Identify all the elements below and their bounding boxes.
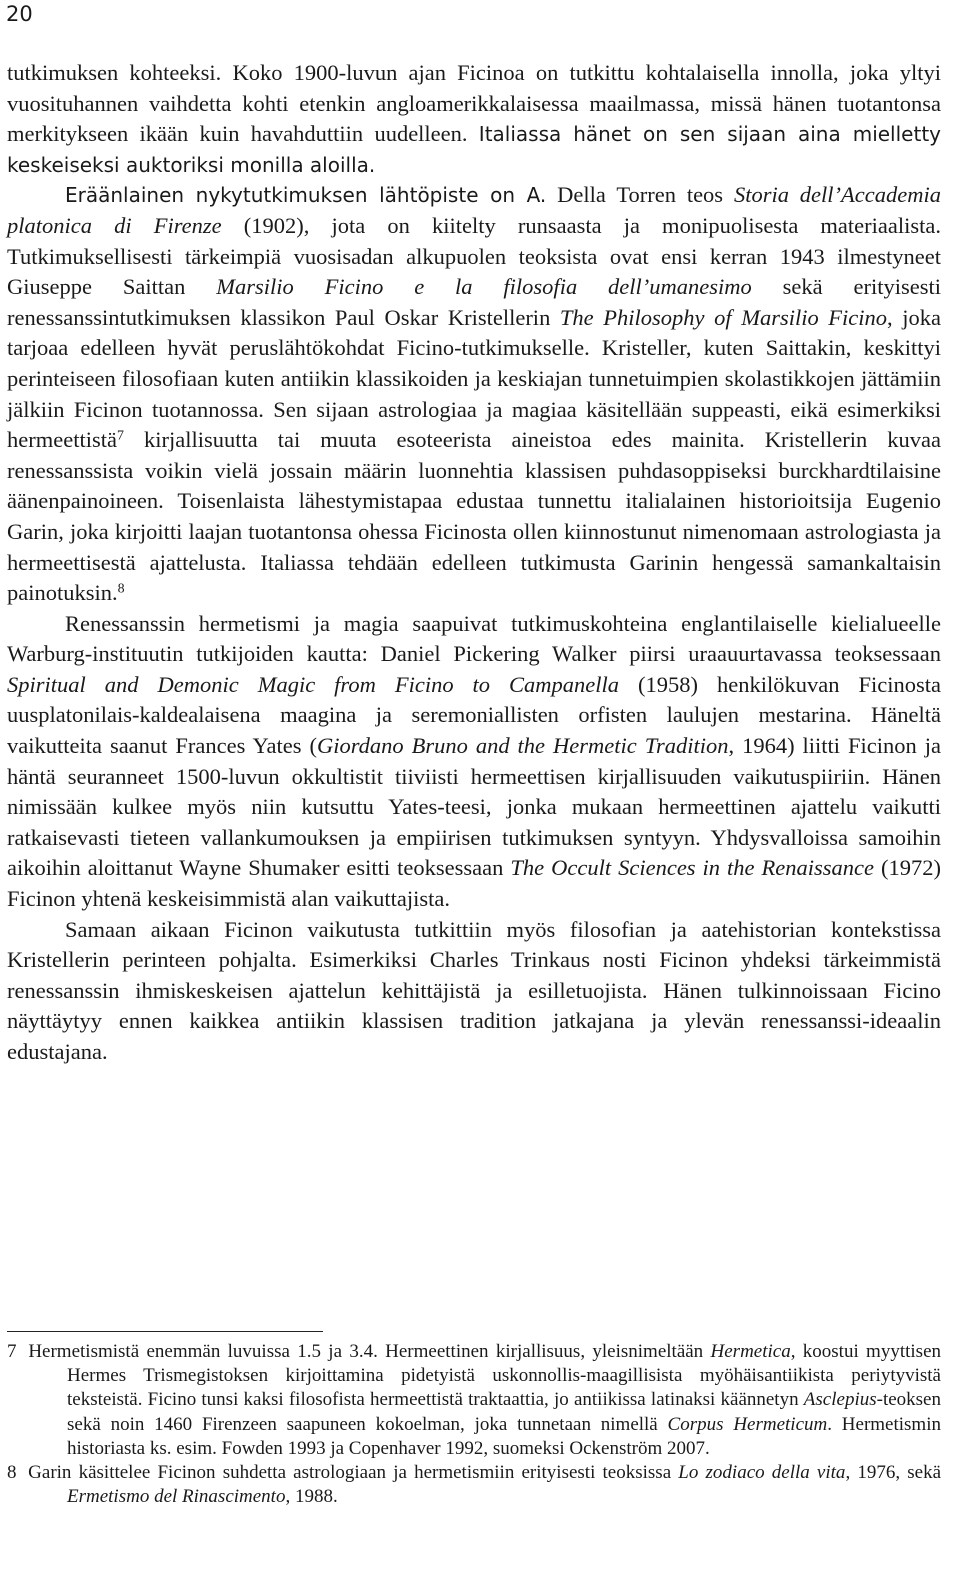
paragraph-2-text-b: Della Torren teos <box>557 182 734 208</box>
title-giordano-bruno: Giordano Bruno and the Hermetic Tradition <box>316 733 729 759</box>
paragraph-3-text-c: , 1964) liitti Ficinon ja häntä seuranneet 1500-luvun okkultistit tiiviisti hermeettisen kirjallisuuden vaikutuspiiriin. Hänen nimissään kulkee myös niin kutsuttu Yates-teesi, jonka mukaan hermeettinen ajattelu vaikutti ratkaisevasti tieteen vallankumouksen ja empiirisen tutkimuksen syntyyn. Yhdysvalloissa samoihin aikoihin aloittanut Wayne Shumaker esitti teoksessaan <box>7 733 941 881</box>
footnote-7-text-a: Hermetismistä enemmän luvuissa 1.5 ja 3.4. Hermeettinen kirjallisuus, yleisnimeltään <box>28 1341 711 1362</box>
title-lo-zodiaco-della-vita: Lo zodiaco della vita <box>678 1462 846 1484</box>
footnote-8 <box>7 1461 941 1509</box>
paragraph-1 <box>7 58 941 180</box>
paragraph-2-text-a: Eräänlainen nykytutkimuksen lähtöpiste on A. <box>65 183 547 208</box>
footnote-8-text-c: , 1988. <box>285 1486 338 1508</box>
paragraph-2-text-d: Tutkimuksellisesti tärkeimpiä vuosisadan alkupuolen teoksista ovat ensi kerran 1943 ilmestyneet Giuseppe Saittan <box>7 243 941 300</box>
page-number: 20 <box>6 2 33 26</box>
title-ermetismo-del-rinascimento: Ermetismo del Rinascimento <box>67 1486 286 1508</box>
paragraph-3-text-a: Renessanssin hermetismi ja magia saapuivat tutkimuskohteina englantilaiselle kielialueelle Warburg-instituutin tutkijoiden kautta: Daniel Pickering Walker piirsi uraauurtavassa teoksessaan <box>7 610 941 667</box>
footnote-ref-8[interactable]: 8 <box>117 581 125 597</box>
footnotes <box>7 1340 941 1509</box>
paragraph-3-text-b: (1958) henkilökuvan Ficinosta uusplatonilais-kaldealaisena maagina ja seremoniallisten orfisten laulujen mestarina. Häneltä vaikutteita saanut Frances Yates ( <box>7 671 941 759</box>
paragraph-2-text-f: , joka tarjoaa edelleen hyvät peruslähtökohdat Ficino-tutkimukselle. Kristeller, kuten Saittakin, keskittyi perinteiseen filosofiaan kuten antiikin klassikoiden ja keskiajan tunnetuimpien skolastikkojen jättämiin jälkiin Ficinon tuotannossa. Sen sijaan astrologiaa ja magiaa käsitellään suppeasti, eikä esimerkiksi hermeettistä <box>7 304 942 453</box>
title-occult-sciences: The Occult Sciences in the Renaissance <box>510 855 874 881</box>
term-asclepius: Asclepius <box>803 1389 877 1411</box>
term-hermetica: Hermetica <box>710 1341 791 1362</box>
title-marsilio-ficino-filosofia: Marsilio Ficino e la filosofia dell’umanesimo <box>216 274 752 300</box>
paragraph-1-text-b: Italiassa hänet on sen sijaan aina mielletty keskeiseksi auktoriksi monilla aloilla. <box>7 122 941 177</box>
title-storia-accademia: Storia dell’Accademia platonica di Firenze <box>7 182 941 238</box>
title-philosophy-of-marsilio-ficino: The Philosophy of Marsilio Ficino <box>559 304 888 330</box>
term-corpus-hermeticum: Corpus Hermeticum <box>667 1413 828 1435</box>
footnote-8-text-b: , 1976, sekä <box>845 1462 942 1484</box>
body-text <box>7 58 941 1068</box>
footnote-7-text-c: -teoksen sekä noin 1460 Firenzeen saapuneen kokoelman, joka tunnetaan nimellä <box>67 1389 941 1435</box>
paragraph-3-text-d: (1972) Ficinon yhtenä keskeisimmistä alan vaikuttajista. <box>7 855 941 912</box>
footnote-separator <box>7 1331 323 1332</box>
footnote-7 <box>7 1340 941 1461</box>
footnote-7-text-b: , koostui myyttisen Hermes Trismegistoksen kirjoittamina pidetyistä uskonnollis-maagillisista myöhäisantiikista periytyvistä teksteistä. Ficino tunsi kaksi filosofista hermeettistä traktaattia, jo antiikissa latinaksi käännetyn <box>67 1341 942 1411</box>
paragraph-2-text-g: kirjallisuutta tai muuta esoteerista aineistoa edes mainita. Kristellerin kuvaa renessanssista voikin vielä jossain määrin luonnehtia klassisen puhdasoppiseksi burckhardtilaisine äänenpainoineen. Toisenlaista lähestymistapaa edustaa tunnettu italialainen historioitsija Eugenio Garin, joka kirjoitti laajan tuotantonsa ohessa Ficinosta ollen kiinnostunut nimenomaan astrologiasta ja hermeettisestä ajattelusta. Italiassa tehdään edelleen tutkimusta Garinin hengessä samankaltaisin painotuksin. <box>7 427 941 606</box>
paragraph-2-text-c: (1902), jota on kiitelty runsaasta ja monipuolisesta materiaalista. <box>221 212 941 238</box>
paragraph-2-text-e: sekä erityisesti renessanssintutkimuksen klassikon Paul Oskar Kristellerin <box>7 274 941 330</box>
footnote-ref-7[interactable]: 7 <box>116 428 124 444</box>
paragraph-1-text-a: tutkimuksen kohteeksi. Koko 1900-luvun ajan Ficinoa on tutkittu kohtalaisella innolla, joka yltyi vuosituhannen vaihdetta kohti etenkin angloamerikkalaisessa maailmassa, missä hänen tuotantonsa merkitykseen ikään kuin havahduttiin uudelleen. <box>7 60 941 147</box>
title-spiritual-demonic-magic: Spiritual and Demonic Magic from Ficino to Campanella <box>7 671 620 697</box>
paragraph-3 <box>7 609 941 915</box>
paragraph-4: Samaan aikaan Ficinon vaikutusta tutkittiin myös filosofian ja aatehistorian kontekstissa Kristellerin perinteen pohjalta. Esimerkiksi Charles Trinkaus nosti Ficinon yhdeksi tärkeimmistä renessanssin ihmiskeskeisen ajattelun kehittäjistä ja esilletuojista. Hänen tulkinnoissaan Ficino näyttäytyy ennen kaikkea antiikin klassisen tradition jatkajana ja ylevän renessanssi-ideaalin edustajana. <box>7 916 941 1064</box>
paragraph-2 <box>7 180 941 608</box>
footnote-7-number: 7 <box>7 1341 17 1362</box>
footnote-8-number: 8 <box>7 1462 17 1484</box>
footnote-7-text-d: . Hermetismin historiasta ks. esim. Fowden 1993 ja Copenhaver 1992, suomeksi Ockenström 2007. <box>67 1413 941 1459</box>
footnote-8-text-a: Garin käsittelee Ficinon suhdetta astrologiaan ja hermetismiin erityisesti teoksissa <box>28 1462 679 1484</box>
